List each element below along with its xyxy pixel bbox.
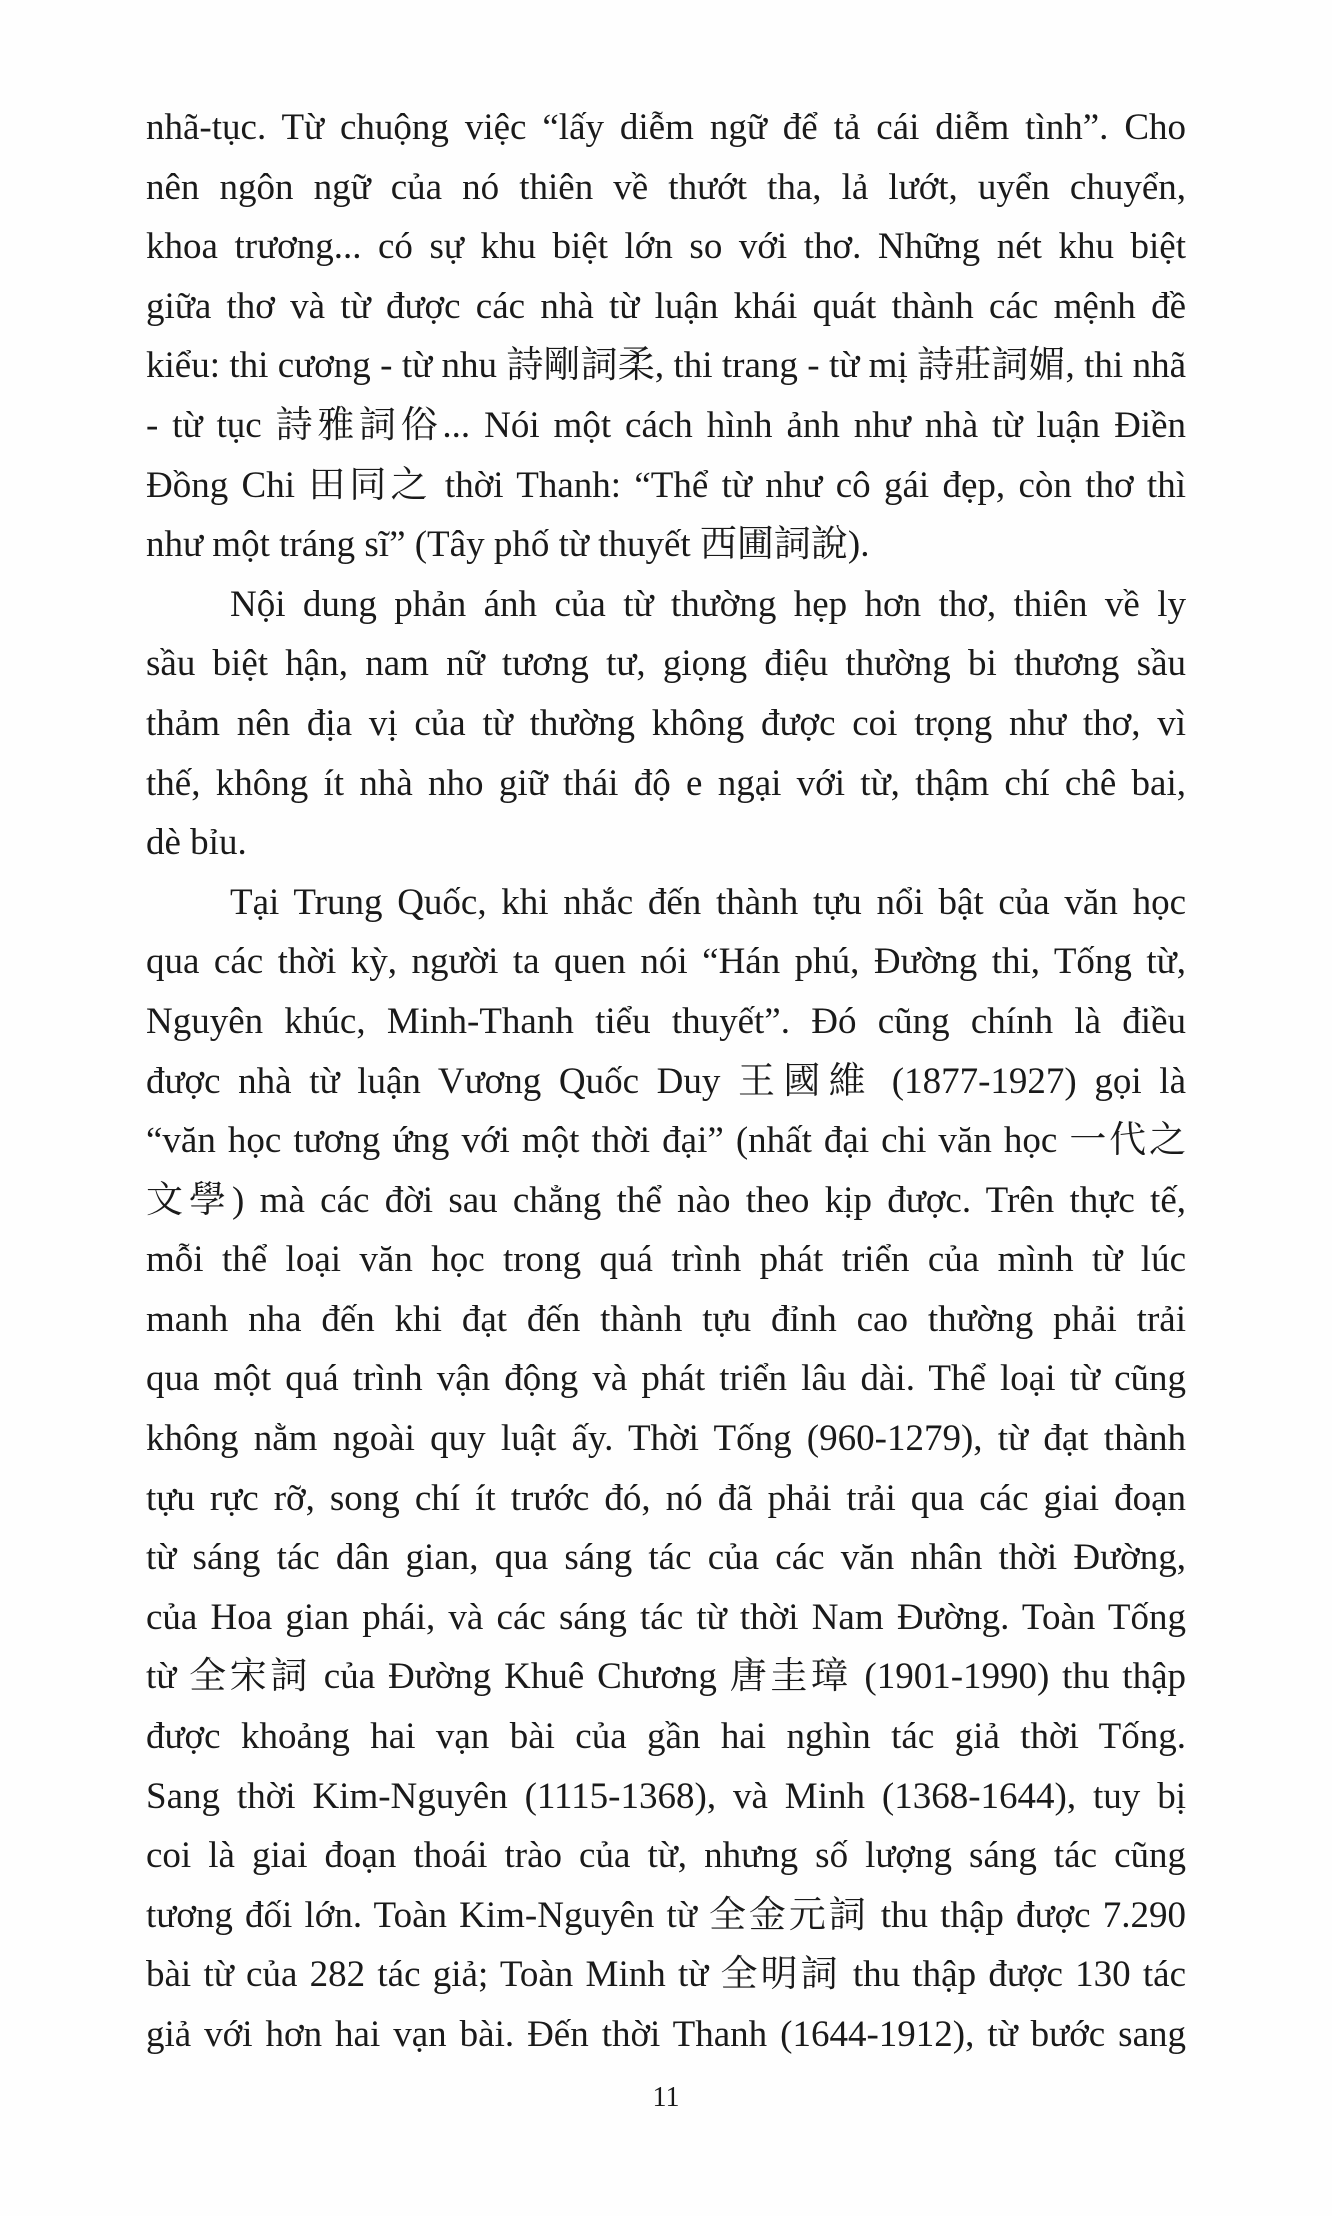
text-line: giả với hơn hai vạn bài. Đến thời Thanh (1644-1912), từ bước sang — [146, 2014, 1186, 2055]
text-line: coi là giai đoạn thoái trào của từ, nhưng số lượng sáng tác cũng — [146, 1835, 1186, 1877]
text-line: bài từ của 282 tác giả; Toàn Minh từ 全明詞 thu thập được 130 tác — [146, 1954, 1186, 1996]
text-line: của Hoa gian phái, và các sáng tác từ thời Nam Đường. Toàn Tống — [146, 1596, 1186, 1638]
text-line: Đồng Chi 田同之 thời Thanh: “Thể từ như cô gái đẹp, còn thơ thì — [146, 464, 1186, 506]
text-line: “văn học tương ứng với một thời đại” (nhất đại chi văn học 一代之 — [146, 1120, 1186, 1162]
text-line: khoa trương... có sự khu biệt lớn so với thơ. Những nét khu biệt — [146, 226, 1186, 268]
text-line: kiểu: thi cương - từ nhu 詩剛詞柔, thi trang - từ mị 詩莊詞媚, thi nhã — [146, 345, 1186, 387]
text-line: 文學) mà các đời sau chẳng thể nào theo kịp được. Trên thực tế, — [146, 1179, 1186, 1221]
text-line: từ 全宋詞 của Đường Khuê Chương 唐圭璋 (1901-1990) thu thập — [146, 1656, 1186, 1698]
text-line: dè bỉu. — [146, 822, 247, 864]
text-line: thế, không ít nhà nho giữ thái độ e ngại với từ, thậm chí chê bai, — [146, 762, 1186, 804]
text-line: - từ tục 詩雅詞俗... Nói một cách hình ảnh như nhà từ luận Điền — [146, 404, 1186, 446]
text-line: giữa thơ và từ được các nhà từ luận khái quát thành các mệnh đề — [146, 285, 1186, 327]
text-line: qua một quá trình vận động và phát triển lâu dài. Thể loại từ cũng — [146, 1358, 1186, 1400]
text-line: qua các thời kỳ, người ta quen nói “Hán phú, Đường thi, Tống từ, — [146, 941, 1186, 983]
text-line: tương đối lớn. Toàn Kim-Nguyên từ 全金元詞 thu thập được 7.290 — [146, 1894, 1186, 1936]
text-line: nên ngôn ngữ của nó thiên về thướt tha, lả lướt, uyển chuyển, — [146, 166, 1186, 208]
text-line: được khoảng hai vạn bài của gần hai nghìn tác giả thời Tống. — [146, 1716, 1186, 1758]
page-number: 11 — [652, 2082, 680, 2113]
text-line: Sang thời Kim-Nguyên (1115-1368), và Minh (1368-1644), tuy bị — [146, 1775, 1186, 1817]
text-line: thảm nên địa vị của từ thường không được coi trọng như thơ, vì — [146, 702, 1186, 744]
text-line: mỗi thể loại văn học trong quá trình phát triển của mình từ lúc — [146, 1239, 1186, 1281]
body-text — [146, 98, 1186, 2065]
text-line: manh nha đến khi đạt đến thành tựu đỉnh cao thường phải trải — [146, 1298, 1186, 1340]
text-line: Nội dung phản ánh của từ thường hẹp hơn thơ, thiên về ly — [230, 583, 1186, 625]
text-line: từ sáng tác dân gian, qua sáng tác của các văn nhân thời Đường, — [146, 1537, 1186, 1579]
text-line: sầu biệt hận, nam nữ tương tư, giọng điệu thường bi thương sầu — [146, 643, 1186, 685]
text-line: tựu rực rỡ, song chí ít trước đó, nó đã phải trải qua các giai đoạn — [146, 1477, 1186, 1519]
text-line: nhã-tục. Từ chuộng việc “lấy diễm ngữ để tả cái diễm tình”. Cho — [146, 107, 1186, 148]
text-line: Tại Trung Quốc, khi nhắc đến thành tựu nổi bật của văn học — [230, 881, 1186, 923]
text-line: không nằm ngoài quy luật ấy. Thời Tống (960-1279), từ đạt thành — [146, 1418, 1186, 1460]
text-line: được nhà từ luận Vương Quốc Duy 王國維 (1877-1927) gọi là — [146, 1060, 1186, 1102]
text-line: Nguyên khúc, Minh-Thanh tiểu thuyết”. Đó cũng chính là điều — [146, 1000, 1186, 1042]
text-line: như một tráng sĩ” (Tây phố từ thuyết 西圃詞說). — [146, 524, 870, 566]
